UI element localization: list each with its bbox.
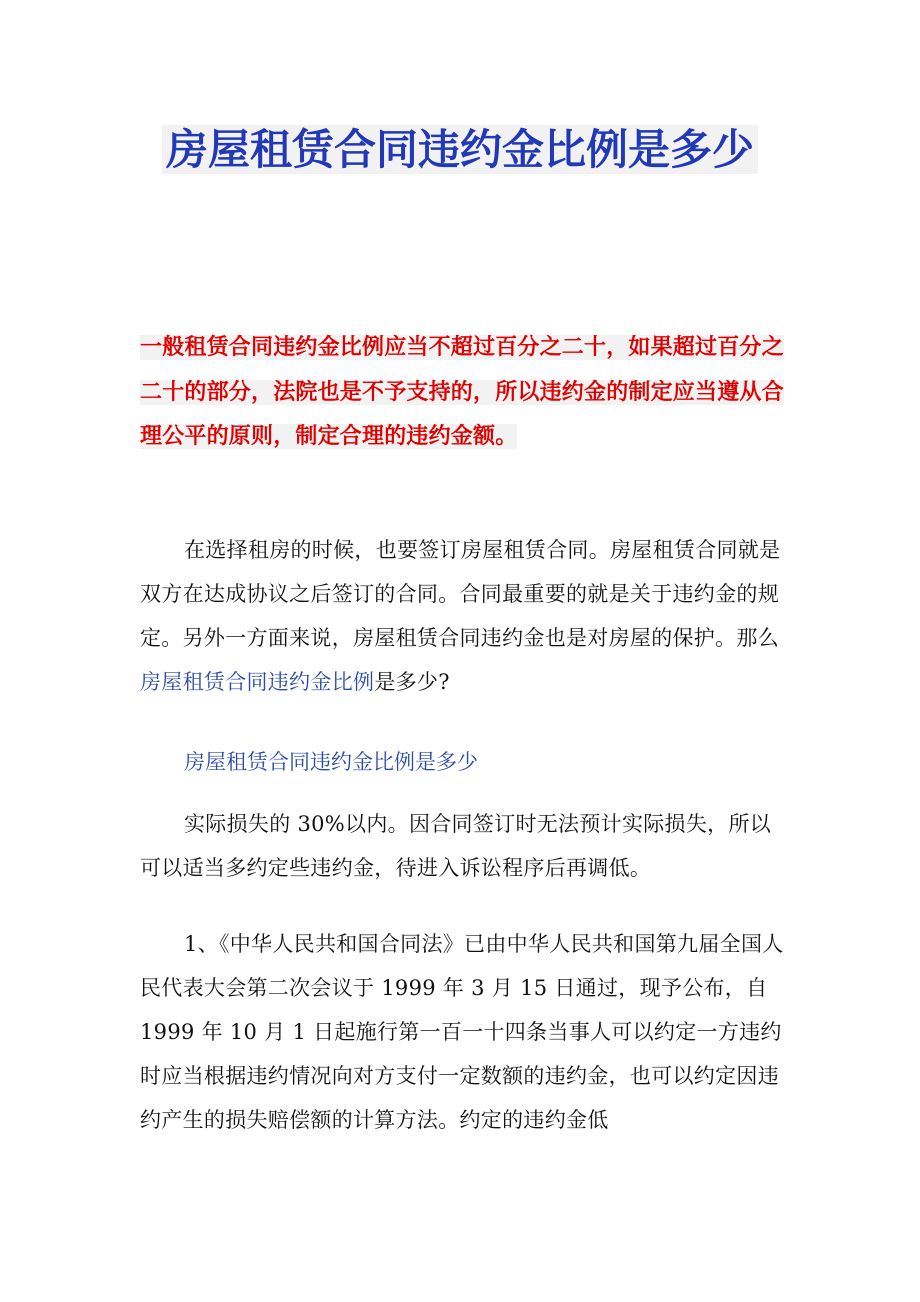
page-title (140, 112, 780, 188)
keyword-link[interactable]: 房屋租赁合同违约金比例 (140, 670, 375, 694)
section-heading: 房屋租赁合同违约金比例是多少 (184, 750, 478, 774)
title-text: 房屋租赁合同违约金比例是多少 (162, 125, 758, 174)
intro-text-after: 是多少? (374, 670, 450, 694)
intro-text-before: 在选择租房的时候，也要签订房屋租赁合同。房屋租赁合同就是双方在达成协议之后签订的合同。合同最重要的就是关于违约金的规定。另外一方面来说，房屋租赁合同违约金也是对房屋的保护。那么 (140, 538, 781, 650)
answer-paragraph: 实际损失的 30%以内。因合同签订时无法预计实际损失，所以可以适当多约定些违约金，待进入诉讼程序后再调低。 (140, 812, 772, 880)
law-paragraph: 1、《中华人民共和国合同法》已由中华人民共和国第九届全国人民代表大会第二次会议于 1999 年 3 月 15 日通过，现予公布，自 1999 年 10 月 1 日起施行第一百一十四条当事人可以约定一方违约时应当根据违约情况向对方支付一定数额的违约金，也可以约定因违约产生的损失赔偿额的计算方法。约定的违约金低 (140, 932, 784, 1132)
summary-text: 一般租赁合同违约金比例应当不超过百分之二十，如果超过百分之二十的部分，法院也是不予支持的，所以违约金的制定应当遵从合理公平的原则，制定合理的违约金额。 (140, 335, 784, 449)
summary-paragraph (140, 326, 785, 460)
intro-paragraph (140, 528, 785, 704)
